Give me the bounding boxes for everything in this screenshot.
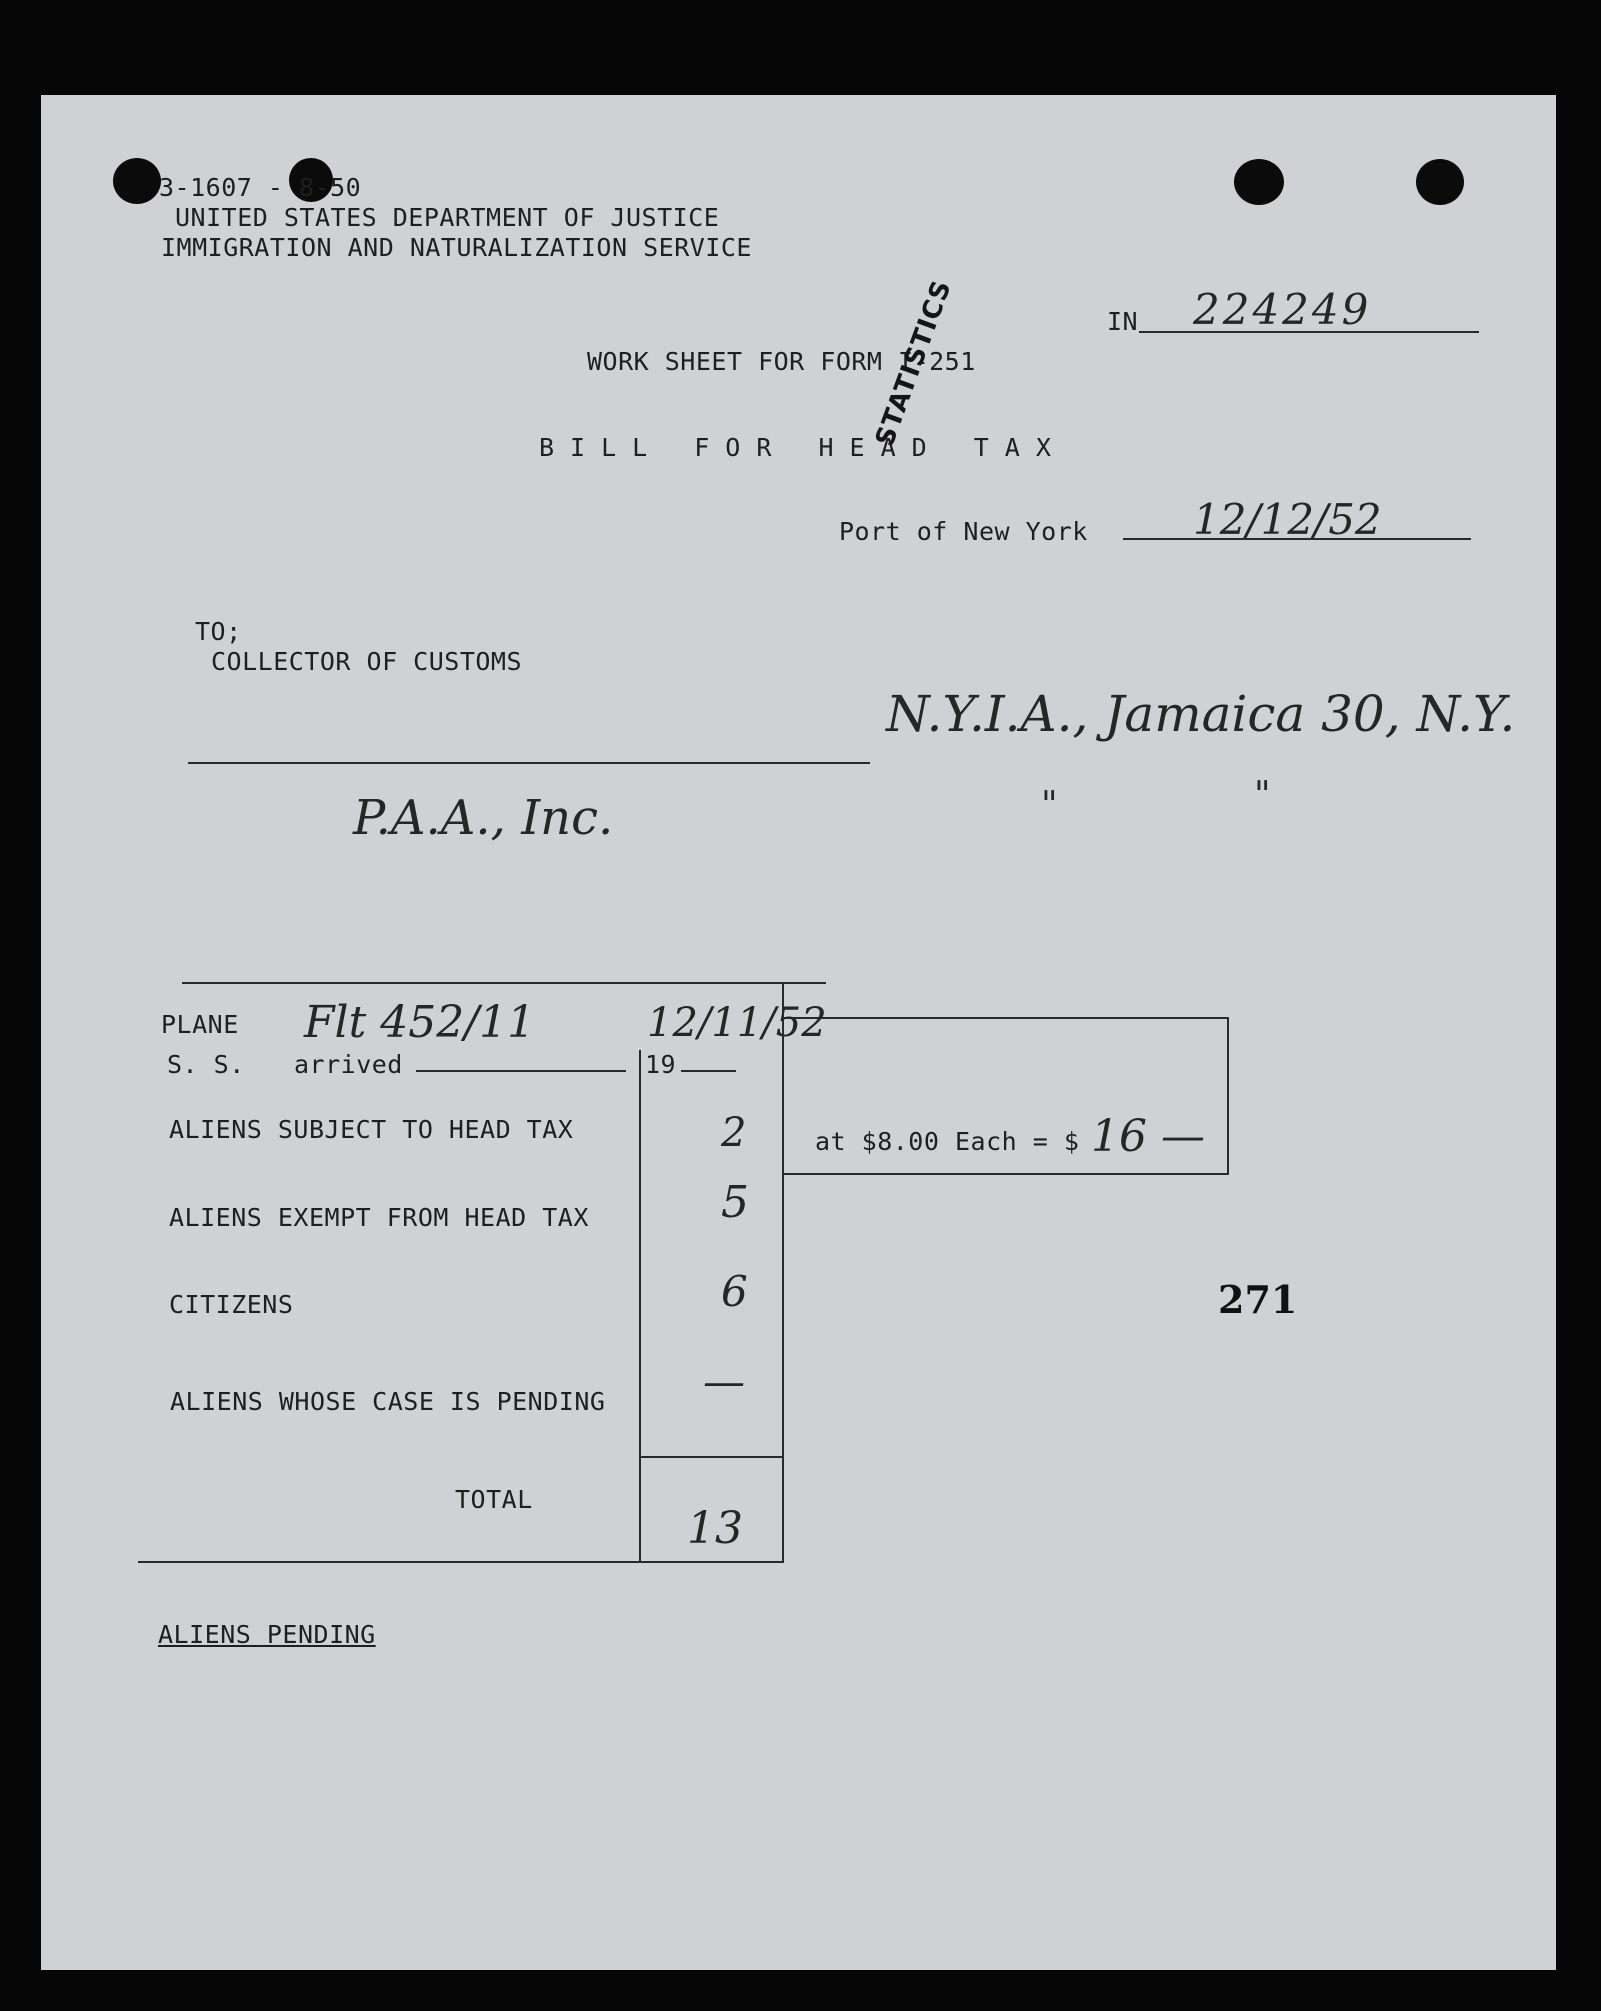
table-top-line bbox=[182, 982, 826, 984]
ditto-mark-1: " bbox=[1041, 785, 1058, 826]
plane-label: PLANE bbox=[161, 1010, 239, 1039]
ss-label: S. S. bbox=[167, 1050, 245, 1079]
row-value-aliens-pending: — bbox=[703, 1357, 745, 1406]
rate-box-top bbox=[782, 1017, 1229, 1019]
collector-line bbox=[188, 762, 870, 764]
row-value-aliens-exempt: 5 bbox=[721, 1177, 749, 1228]
row-value-aliens-subject: 2 bbox=[721, 1110, 747, 1156]
arrived-label: arrived bbox=[294, 1050, 403, 1079]
document-sheet bbox=[41, 95, 1556, 1970]
aliens-pending-heading: ALIENS PENDING bbox=[158, 1620, 376, 1649]
year-prefix: 19 bbox=[645, 1050, 677, 1079]
collector-label: COLLECTOR OF CUSTOMS bbox=[211, 647, 523, 676]
rate-box-right bbox=[1227, 1017, 1229, 1174]
ditto-mark-2: " bbox=[1254, 775, 1271, 816]
department-name: UNITED STATES DEPARTMENT OF JUSTICE bbox=[175, 203, 720, 232]
year-line bbox=[681, 1070, 736, 1072]
arrival-date: 12/11/52 bbox=[647, 1000, 827, 1046]
table-value-column-right bbox=[782, 982, 784, 1563]
punch-hole-right bbox=[1234, 159, 1284, 205]
handwritten-carrier: P.A.A., Inc. bbox=[353, 790, 614, 846]
table-total-divider bbox=[639, 1456, 784, 1458]
form-code: 3-1607 - 8-50 bbox=[159, 173, 362, 202]
total-label: TOTAL bbox=[455, 1485, 533, 1514]
service-name: IMMIGRATION AND NATURALIZATION SERVICE bbox=[161, 233, 752, 262]
bill-title: BILL FOR HEAD TAX bbox=[539, 433, 1067, 462]
in-number: 224249 bbox=[1193, 285, 1372, 334]
table-value-column-left bbox=[639, 1050, 641, 1563]
page-number: 271 bbox=[1218, 1277, 1298, 1322]
row-label-aliens-subject: ALIENS SUBJECT TO HEAD TAX bbox=[169, 1115, 574, 1144]
port-label: Port of New York bbox=[839, 517, 1088, 546]
in-label: IN bbox=[1107, 307, 1139, 336]
rate-box-bottom bbox=[782, 1173, 1229, 1175]
row-value-citizens: 6 bbox=[721, 1267, 748, 1316]
rate-text: at $8.00 Each = $ bbox=[815, 1127, 1080, 1156]
table-bottom-line bbox=[138, 1561, 784, 1563]
port-date: 12/12/52 bbox=[1193, 495, 1382, 544]
total-value: 13 bbox=[687, 1503, 743, 1554]
flight-number: Flt 452/11 bbox=[304, 997, 536, 1048]
rate-amount: 16 — bbox=[1091, 1111, 1205, 1162]
row-label-aliens-pending: ALIENS WHOSE CASE IS PENDING bbox=[170, 1387, 606, 1416]
arrived-line bbox=[416, 1070, 626, 1072]
punch-hole-left bbox=[113, 158, 161, 204]
row-label-citizens: CITIZENS bbox=[169, 1290, 294, 1319]
statistics-stamp: STATISTICS bbox=[870, 276, 958, 451]
worksheet-title: WORK SHEET FOR FORM I-251 bbox=[587, 347, 976, 376]
punch-hole-right-2 bbox=[1416, 159, 1464, 205]
row-label-aliens-exempt: ALIENS EXEMPT FROM HEAD TAX bbox=[169, 1203, 589, 1232]
to-label: TO; bbox=[195, 617, 242, 646]
handwritten-location: N.Y.I.A., Jamaica 30, N.Y. bbox=[886, 685, 1516, 743]
